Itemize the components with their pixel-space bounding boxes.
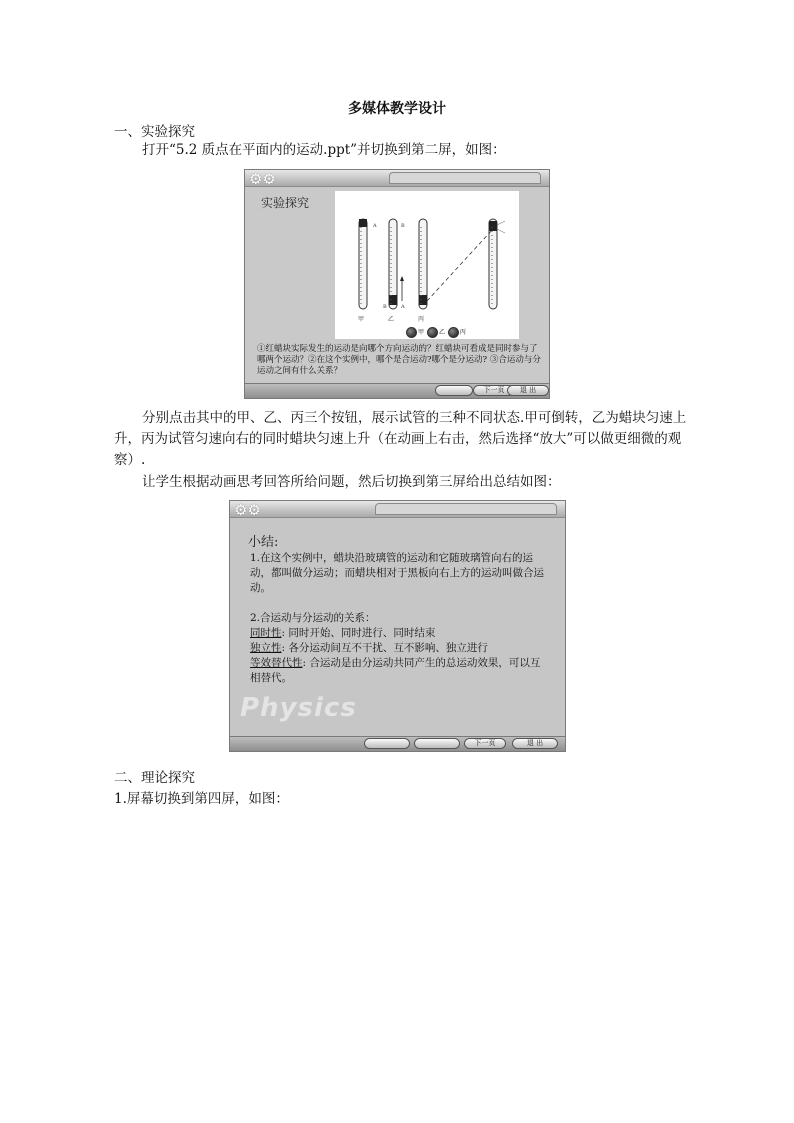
nav-blank-button-2[interactable] [414, 738, 460, 749]
slide-screenshot-summary [229, 500, 566, 752]
tube-mark-a1: A [373, 223, 377, 229]
desc-equivalence: : 合运动是由分运动共同产生的总运动效果，可以互相替代。 [250, 657, 541, 684]
paragraph-open-ppt: 打开“5.2 质点在平面内的运动.ppt”并切换到第二屏，如图： [142, 142, 506, 158]
tube-label-yi: 乙 [388, 316, 395, 323]
section-heading-experiment: 一、实验探究 [114, 124, 195, 140]
gear-icon: ⚙⚙ [234, 501, 261, 519]
paragraph-buttons-explanation: 分别点击其中的甲、乙、丙三个按钮，展示试管的三种不同状态.甲可倒转，乙为蜡块匀速上升，丙为试管匀速向右的同时蜡块匀速上升（在动画上右击，然后选择“放大”可以做更细微的观察）. [114, 410, 687, 468]
nav-blank-button-1[interactable] [364, 738, 410, 749]
slide-screenshot-experiment [244, 169, 550, 399]
summary-heading: 小结: [248, 535, 279, 550]
slide-top-tab [389, 172, 541, 184]
term-equivalence: 等效替代性 [250, 657, 303, 669]
button-bing[interactable] [448, 327, 459, 338]
next-page-button[interactable]: 下一页 [464, 738, 506, 749]
slide-top-bar [230, 501, 565, 518]
desc-independence: : 各分运动间互不干扰、互不影响、独立进行 [281, 642, 488, 654]
tube-mark-b2: B [383, 304, 387, 310]
relation-equivalence [250, 656, 550, 686]
relation-title: 2.合运动与分运动的关系： [250, 612, 376, 624]
slide-top-tab [375, 503, 557, 515]
slide-top-bar [245, 170, 549, 187]
paragraph-switch-fourth: 1.屏幕切换到第四屏，如图： [114, 791, 289, 807]
gear-icon: ⚙⚙ [249, 170, 276, 188]
button-jia[interactable] [406, 327, 417, 338]
paragraph-summary-intro: 让学生根据动画思考回答所给问题，然后切换到第三屏给出总结如图： [142, 474, 561, 490]
relation-simultaneity [250, 626, 550, 641]
tube-jia [359, 219, 367, 309]
nav-blank-button[interactable] [435, 385, 473, 396]
test-tube-diagram [335, 191, 519, 339]
tube-bing-start [419, 219, 427, 309]
button-yi[interactable] [427, 327, 438, 338]
tube-label-bing: 丙 [418, 316, 425, 323]
slide-question: ①红蜡块实际发生的运动是向哪个方向运动的？红蜡块可看成是同时参与了哪两个运动？②在这个实例中，哪个是合运动?哪个是分运动? ③合运动与分运动之间有什么关系？ [257, 344, 541, 376]
button-jia-label: 甲 [418, 329, 425, 336]
summary-point-2 [250, 611, 550, 686]
button-bing-label: 丙 [459, 329, 466, 336]
section-heading-theory: 二、理论探究 [114, 770, 195, 786]
document-title: 多媒体教学设计 [348, 101, 446, 117]
animation-panel[interactable] [335, 191, 519, 339]
desc-simultaneity: : 同时开始、同时进行、同时结束 [281, 627, 436, 639]
tube-label-jia: 甲 [358, 316, 365, 323]
physics-watermark: Physics [240, 693, 357, 723]
summary-point-1: 1.在这个实例中，蜡块沿玻璃管的运动和它随玻璃管向右的运动，都叫做分运动；而蜡块相对于黑板向右上方的运动叫做合运动。 [250, 552, 544, 594]
relation-independence [250, 641, 550, 656]
next-page-button[interactable]: 下一页 [473, 385, 515, 396]
tube-mark-a2: A [401, 304, 405, 310]
tube-mark-b1: B [401, 223, 405, 229]
button-yi-label: 乙 [438, 329, 445, 336]
term-independence: 独立性 [250, 642, 282, 654]
slide-heading: 实验探究 [261, 196, 310, 210]
exit-button[interactable]: 退 出 [507, 385, 549, 396]
tube-yi [389, 219, 404, 309]
trajectory-line [427, 229, 493, 301]
selector-buttons [405, 327, 466, 338]
exit-button[interactable]: 退 出 [512, 738, 558, 749]
term-simultaneity: 同时性 [250, 627, 282, 639]
